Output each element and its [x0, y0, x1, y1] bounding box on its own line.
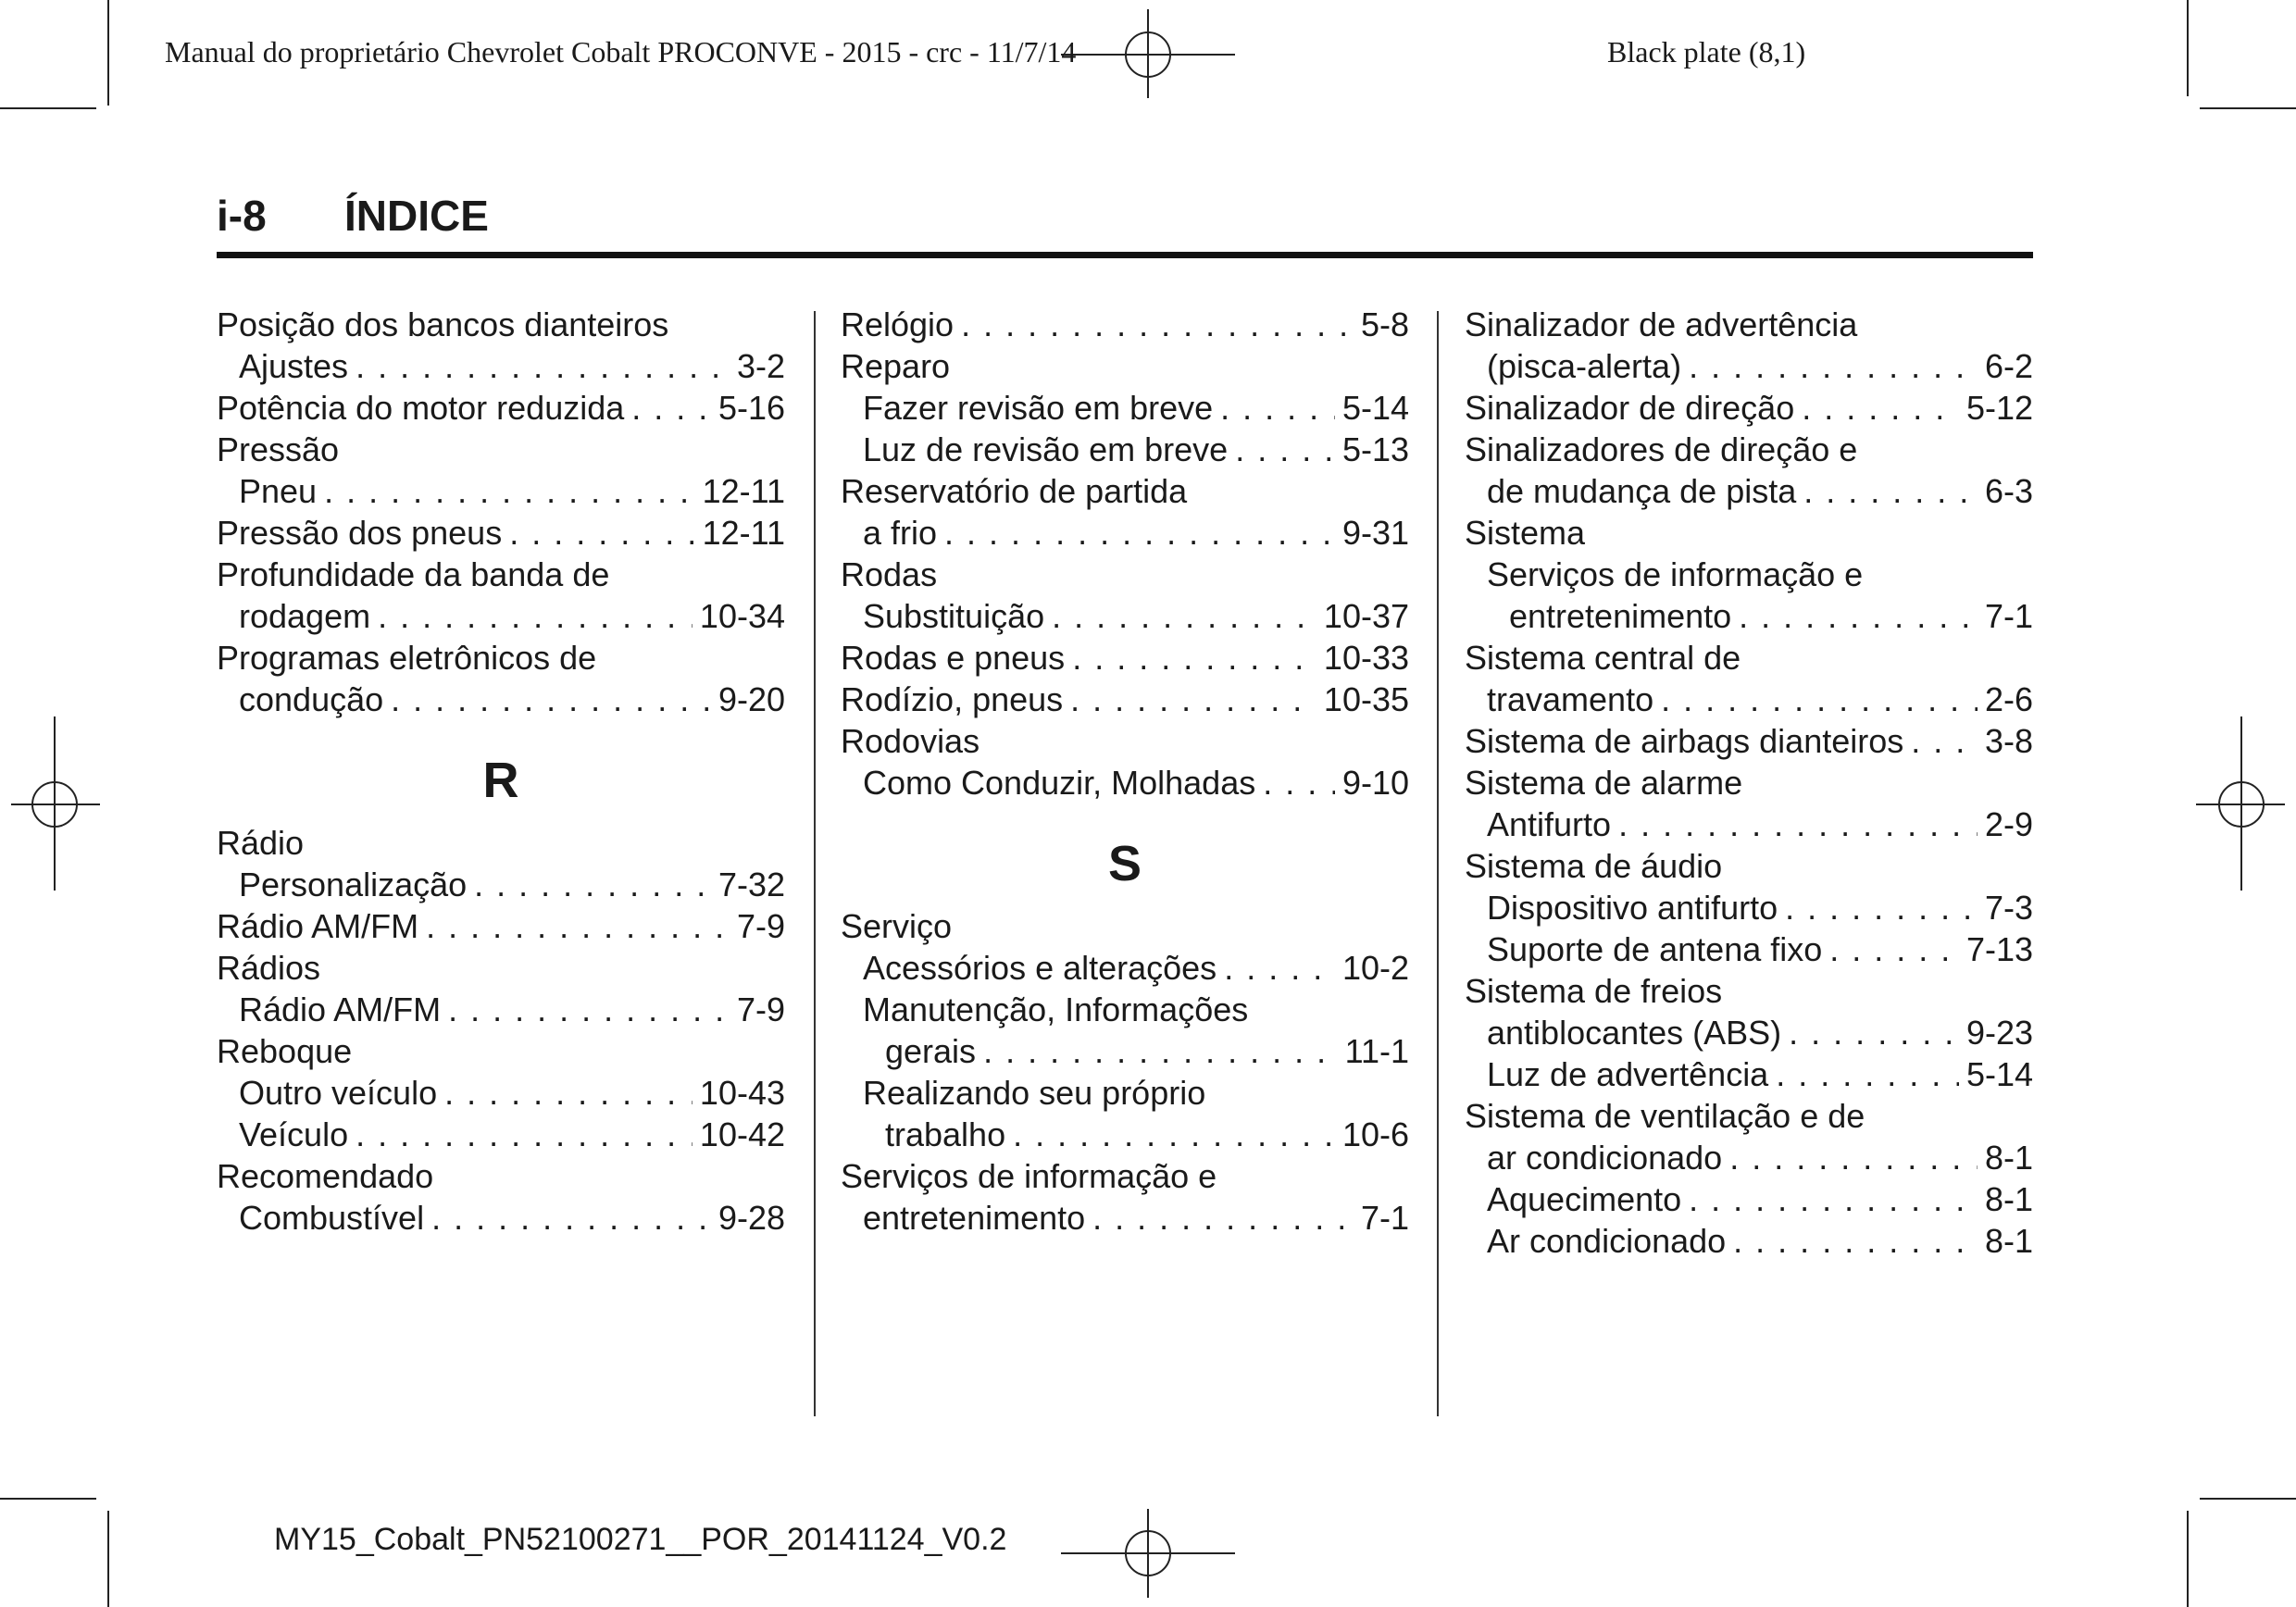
entry-text: Luz de revisão em breve — [863, 430, 1229, 468]
entry-text: Personalização — [239, 866, 468, 903]
entry-text: Veículo — [239, 1115, 349, 1153]
dot-leader — [448, 989, 730, 1030]
index-entry — [1465, 637, 2033, 679]
registration-mark — [1125, 31, 1171, 78]
entry-text: Pressão dos pneus — [217, 514, 503, 552]
entry-text: antiblocantes (ABS) — [1487, 1014, 1782, 1052]
index-entry — [841, 1197, 1409, 1239]
entry-text: (pisca-alerta) — [1487, 347, 1682, 385]
index-entry — [1465, 1137, 2033, 1178]
page-reference: 5-8 — [1360, 305, 1409, 343]
entry-text: Rodas — [841, 555, 938, 593]
index-entry — [841, 554, 1409, 595]
index-entry — [841, 989, 1409, 1030]
entry-text: condução — [239, 680, 384, 718]
entry-text: Sistema de áudio — [1465, 847, 1723, 885]
dot-leader — [1829, 928, 1959, 970]
entry-text: Sistema — [1465, 514, 1586, 552]
index-entry — [841, 595, 1409, 637]
crop-mark — [2187, 0, 2189, 96]
dot-leader — [378, 595, 693, 637]
index-entry — [1465, 804, 2033, 845]
index-entry — [841, 1030, 1409, 1072]
index-entry — [217, 905, 785, 947]
entry-text: Sistema de freios — [1465, 972, 1723, 1010]
dot-leader — [1733, 1220, 1978, 1262]
index-entry — [841, 679, 1409, 720]
entry-text: Reparo — [841, 347, 951, 385]
crop-mark — [107, 0, 109, 106]
entry-text: Fazer revisão em breve — [863, 389, 1214, 427]
index-entry — [1465, 1053, 2033, 1095]
entry-text: Sistema de ventilação e de — [1465, 1097, 1866, 1135]
dot-leader — [1235, 429, 1335, 470]
dot-leader — [1789, 1012, 1959, 1053]
index-entry — [1465, 928, 2033, 970]
index-entry — [217, 512, 785, 554]
entry-text: Sistema central de — [1465, 639, 1741, 677]
page-reference: 10-43 — [699, 1074, 785, 1112]
index-entry — [217, 345, 785, 387]
crop-mark — [0, 1498, 96, 1500]
page-reference: 10-37 — [1323, 597, 1409, 635]
dot-leader — [983, 1030, 1338, 1072]
entry-text: Pressão — [217, 430, 340, 468]
index-entry — [1465, 387, 2033, 429]
page-reference: 9-31 — [1341, 514, 1409, 552]
index-entry — [1465, 1220, 2033, 1262]
index-entry — [1465, 970, 2033, 1012]
page-reference: 6-3 — [1984, 472, 2033, 510]
entry-text: rodagem — [239, 597, 371, 635]
index-entry — [841, 1114, 1409, 1155]
index-entry — [841, 429, 1409, 470]
index-entry — [1465, 1095, 2033, 1137]
page-reference: 10-33 — [1323, 639, 1409, 677]
entry-text: Sistema de alarme — [1465, 764, 1743, 802]
index-entry — [217, 470, 785, 512]
index-entry — [217, 989, 785, 1030]
page-reference: 11-1 — [1344, 1032, 1409, 1070]
index-entry — [217, 1114, 785, 1155]
entry-text: Rodovias — [841, 722, 980, 760]
dot-leader — [356, 1114, 693, 1155]
entry-text: Reservatório de partida — [841, 472, 1188, 510]
entry-text: Acessórios e alterações — [863, 949, 1217, 987]
index-column-1 — [217, 304, 785, 1239]
crop-mark — [107, 1511, 109, 1607]
entry-text: Manutenção, Informações — [863, 990, 1249, 1028]
entry-text: Reboque — [217, 1032, 353, 1070]
print-slug: Manual do proprietário Chevrolet Cobalt PROCONVE - 2015 - crc - 11/7/14 — [165, 35, 1077, 69]
entry-text: Antifurto — [1487, 805, 1612, 843]
index-entry — [841, 947, 1409, 989]
page-reference: 7-9 — [736, 907, 785, 945]
page-reference: 2-6 — [1984, 680, 2033, 718]
dot-leader — [1776, 1053, 1959, 1095]
entry-text: Relógio — [841, 305, 955, 343]
dot-leader — [1689, 1178, 1978, 1220]
page-title: ÍNDICE — [344, 192, 489, 240]
index-entry — [841, 345, 1409, 387]
dot-leader — [431, 1197, 711, 1239]
entry-text: Rádios — [217, 949, 321, 987]
entry-text: Sistema de airbags dianteiros — [1465, 722, 1904, 760]
index-entry — [1465, 887, 2033, 928]
dot-leader — [1052, 595, 1316, 637]
index-entry — [1465, 845, 2033, 887]
dot-leader — [1911, 720, 1978, 762]
index-entry — [217, 554, 785, 595]
index-entry — [217, 1072, 785, 1114]
page-reference: 7-9 — [736, 990, 785, 1028]
index-entry — [1465, 429, 2033, 470]
entry-text: Realizando seu próprio — [863, 1074, 1206, 1112]
index-entry — [217, 387, 785, 429]
page-reference: 8-1 — [1984, 1139, 2033, 1177]
index-entry — [1465, 679, 2033, 720]
dot-leader — [426, 905, 730, 947]
entry-text: Rádio AM/FM — [239, 990, 442, 1028]
crop-mark — [0, 107, 96, 109]
dot-leader — [631, 387, 711, 429]
crop-mark — [2200, 107, 2296, 109]
entry-text: ar condicionado — [1487, 1139, 1723, 1177]
column-divider — [1437, 311, 1439, 1416]
entry-text: gerais — [885, 1032, 977, 1070]
dot-leader — [961, 304, 1354, 345]
index-entry — [1465, 345, 2033, 387]
page-reference: 9-10 — [1341, 764, 1409, 802]
dot-leader — [509, 512, 694, 554]
index-column-2 — [841, 304, 1409, 1239]
entry-text: Combustível — [239, 1199, 425, 1237]
page-reference: 7-3 — [1984, 889, 2033, 927]
page-reference: 10-35 — [1323, 680, 1409, 718]
page-reference: 5-13 — [1341, 430, 1409, 468]
entry-text: Recomendado — [217, 1157, 434, 1195]
page-reference: 5-14 — [1341, 389, 1409, 427]
entry-text: Luz de advertência — [1487, 1055, 1769, 1093]
index-entry — [217, 595, 785, 637]
entry-text: Aquecimento — [1487, 1180, 1682, 1218]
page-reference: 9-28 — [718, 1199, 785, 1237]
index-entry — [1465, 304, 2033, 345]
page-reference: 5-14 — [1965, 1055, 2033, 1093]
index-entry — [1465, 1012, 2033, 1053]
entry-text: de mudança de pista — [1487, 472, 1797, 510]
dot-leader — [356, 345, 730, 387]
index-entry — [217, 304, 785, 345]
index-entry — [217, 429, 785, 470]
page-reference: 8-1 — [1984, 1222, 2033, 1260]
index-entry — [217, 822, 785, 864]
section-spacer — [841, 804, 1409, 822]
index-entry — [841, 905, 1409, 947]
page-reference: 9-23 — [1965, 1014, 2033, 1052]
entry-text: Rádio — [217, 824, 305, 862]
page-reference: 12-11 — [702, 514, 785, 552]
page-reference: 10-42 — [699, 1115, 785, 1153]
index-entry — [841, 470, 1409, 512]
index-entry — [841, 762, 1409, 804]
index-entry — [1465, 554, 2033, 595]
entry-text: Sinalizador de direção — [1465, 389, 1795, 427]
page-reference: 9-20 — [718, 680, 785, 718]
page-reference: 10-34 — [699, 597, 785, 635]
entry-text: Rádio AM/FM — [217, 907, 419, 945]
index-entry — [1465, 720, 2033, 762]
entry-text: Substituição — [863, 597, 1045, 635]
section-letter: R — [482, 753, 519, 808]
entry-text: Potência do motor reduzida — [217, 389, 625, 427]
dot-leader — [474, 864, 711, 905]
dot-leader — [1661, 679, 1978, 720]
index-entry — [1465, 762, 2033, 804]
dot-leader — [324, 470, 695, 512]
index-entry — [217, 1030, 785, 1072]
index-entry — [841, 720, 1409, 762]
entry-text: trabalho — [885, 1115, 1006, 1153]
page-reference: 3-8 — [1984, 722, 2033, 760]
page-reference: 5-12 — [1965, 389, 2033, 427]
page-reference: 7-1 — [1984, 597, 2033, 635]
entry-text: Profundidade da banda de — [217, 555, 610, 593]
registration-mark — [31, 781, 78, 828]
dot-leader — [1802, 387, 1959, 429]
entry-text: Dispositivo antifurto — [1487, 889, 1778, 927]
dot-leader — [1263, 762, 1335, 804]
page-reference: 6-2 — [1984, 347, 2033, 385]
index-entry — [217, 679, 785, 720]
registration-mark — [1125, 1530, 1171, 1576]
dot-leader — [1739, 595, 1978, 637]
dot-leader — [444, 1072, 693, 1114]
entry-text: Programas eletrônicos de — [217, 639, 597, 677]
index-entry — [841, 637, 1409, 679]
index-entry — [217, 1155, 785, 1197]
dot-leader — [1070, 679, 1316, 720]
index-entry — [1465, 470, 2033, 512]
entry-text: Sinalizador de advertência — [1465, 305, 1858, 343]
index-entry — [841, 387, 1409, 429]
entry-text: Ajustes — [239, 347, 349, 385]
entry-text: Posição dos bancos dianteiros — [217, 305, 669, 343]
crop-mark — [2200, 1498, 2296, 1500]
index-entry — [841, 512, 1409, 554]
page-header — [217, 191, 2033, 258]
dot-leader — [1618, 804, 1978, 845]
index-entry — [217, 864, 785, 905]
index-entry — [841, 1155, 1409, 1197]
dot-leader — [1072, 637, 1316, 679]
entry-text: Ar condicionado — [1487, 1222, 1727, 1260]
entry-text: Serviços de informação e — [1487, 555, 1864, 593]
entry-text: Sinalizadores de direção e — [1465, 430, 1858, 468]
registration-mark — [2218, 781, 2265, 828]
page-reference: 7-13 — [1965, 930, 2033, 968]
dot-leader — [1803, 470, 1978, 512]
dot-leader — [391, 679, 711, 720]
index-entry — [1465, 512, 2033, 554]
entry-text: Pneu — [239, 472, 318, 510]
entry-text: Outro veículo — [239, 1074, 438, 1112]
dot-leader — [1224, 947, 1335, 989]
entry-text: entretenimento — [863, 1199, 1086, 1237]
index-entry — [217, 637, 785, 679]
column-divider — [814, 311, 816, 1416]
page-reference: 3-2 — [736, 347, 785, 385]
entry-text: Serviço — [841, 907, 953, 945]
entry-text: entretenimento — [1509, 597, 1732, 635]
page-number: i-8 — [217, 192, 267, 240]
crop-mark — [2187, 1511, 2189, 1607]
entry-text: Serviços de informação e — [841, 1157, 1217, 1195]
page-reference: 5-16 — [718, 389, 785, 427]
index-entry — [841, 1072, 1409, 1114]
page-reference: 7-1 — [1360, 1199, 1409, 1237]
plate-label: Black plate (8,1) — [1607, 35, 1806, 69]
page-reference: 12-11 — [702, 472, 785, 510]
index-entry — [1465, 1178, 2033, 1220]
index-column-3 — [1465, 304, 2033, 1262]
index-entry — [1465, 595, 2033, 637]
index-entry — [841, 304, 1409, 345]
dot-leader — [1689, 345, 1978, 387]
page-reference: 10-2 — [1341, 949, 1409, 987]
page-reference: 7-32 — [718, 866, 785, 903]
entry-text: Rodízio, pneus — [841, 680, 1064, 718]
page-reference: 2-9 — [1984, 805, 2033, 843]
section-letter: S — [1107, 836, 1142, 891]
entry-text: Suporte de antena fixo — [1487, 930, 1823, 968]
page-reference: 8-1 — [1984, 1180, 2033, 1218]
dot-leader — [944, 512, 1335, 554]
entry-text: travamento — [1487, 680, 1654, 718]
dot-leader — [1092, 1197, 1354, 1239]
dot-leader — [1220, 387, 1335, 429]
entry-text: a frio — [863, 514, 938, 552]
document-code: MY15_Cobalt_PN52100271__POR_20141124_V0.2 — [274, 1522, 1007, 1557]
page-reference: 10-6 — [1341, 1115, 1409, 1153]
entry-text: Rodas e pneus — [841, 639, 1066, 677]
dot-leader — [1729, 1137, 1978, 1178]
dot-leader — [1013, 1114, 1335, 1155]
index-entry — [217, 1197, 785, 1239]
section-spacer — [217, 720, 785, 739]
dot-leader — [1785, 887, 1978, 928]
index-entry — [217, 947, 785, 989]
entry-text: Como Conduzir, Molhadas — [863, 764, 1256, 802]
